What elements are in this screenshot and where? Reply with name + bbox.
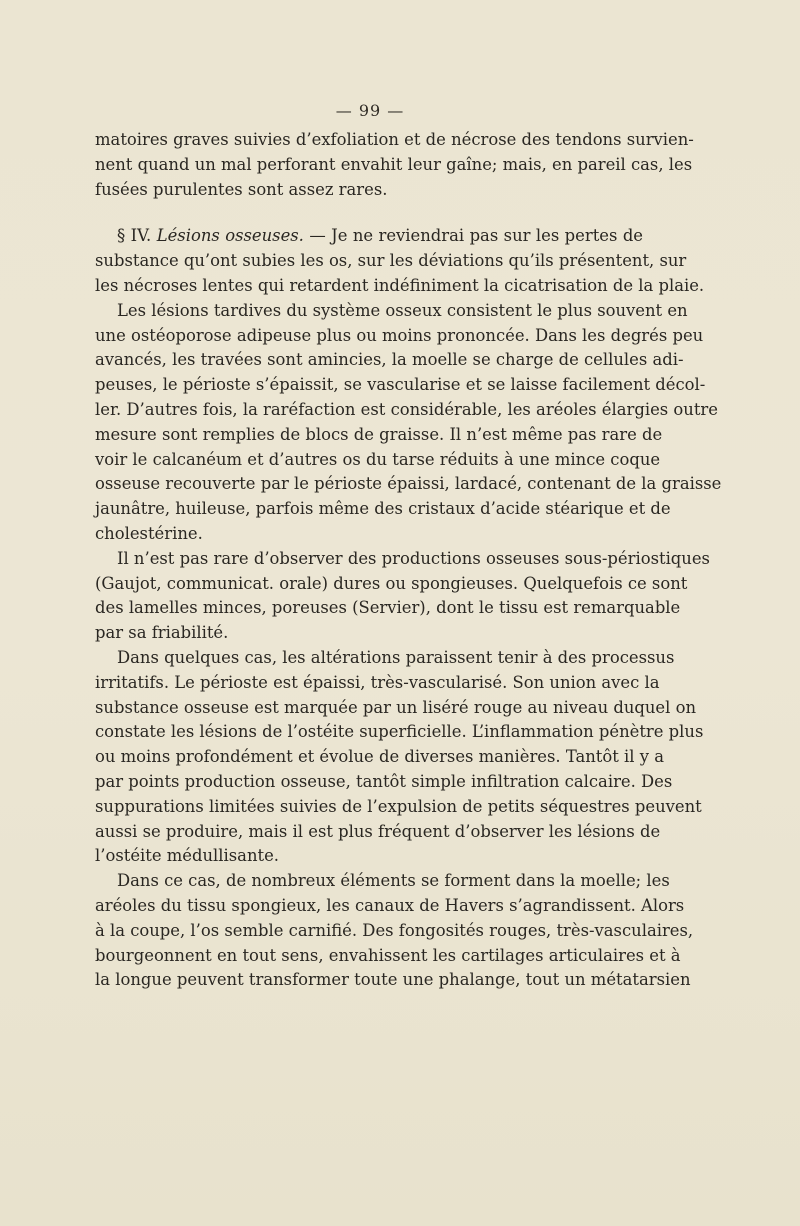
text-line: suppurations limitées suivies de l’expulsion de petits séquestres peuvent <box>95 796 702 816</box>
text-line: fusées purulentes sont assez rares. <box>95 179 388 199</box>
text-line: peuses, le périoste s’épaissit, se vascularise et se laisse facilement décol- <box>95 375 706 395</box>
text-line: Dans quelques cas, les altérations paraissent tenir à des processus <box>117 647 675 667</box>
text-line: ou moins profondément et évolue de diverses manières. Tantôt il y a <box>95 747 664 767</box>
paragraph <box>95 646 704 869</box>
text-line: aréoles du tissu spongieux, les canaux de Havers s’agrandissent. Alors <box>95 895 685 915</box>
text-line: avancés, les travées sont amincies, la moelle se charge de cellules adi- <box>95 350 684 370</box>
text-line: constate les lésions de l’ostéite superficielle. L’inflammation pénètre plus <box>95 722 704 742</box>
text-line: (Gaujot, communicat. orale) dures ou spongieuses. Quelquefois ce sont <box>95 573 688 593</box>
text-line: substance osseuse est marquée par un liséré rouge au niveau duquel on <box>95 697 697 717</box>
text-line: les nécroses lentes qui retardent indéfiniment la cicatrisation de la plaie. <box>95 275 705 295</box>
section-title: Lésions osseuses. <box>156 226 304 246</box>
text-line: des lamelles minces, poreuses (Servier), dont le tissu est remarquable <box>95 598 681 618</box>
text-line: par sa friabilité. <box>95 623 229 643</box>
text-line: l’ostéite médullisante. <box>95 846 280 866</box>
page-number: — 99 — <box>335 101 405 120</box>
text-line: bourgeonnent en tout sens, envahissent les cartilages articulaires et à <box>95 945 681 965</box>
section-heading-line <box>95 224 643 249</box>
text-line: irritatifs. Le périoste est épaissi, très-vascularisé. Son union avec la <box>95 672 660 692</box>
section-mark: § IV. <box>117 226 152 246</box>
paragraph-gap <box>95 202 643 224</box>
text-line: aussi se produire, mais il est plus fréquent d’observer les lésions de <box>95 821 661 841</box>
text-line: à la coupe, l’os semble carnifié. Des fongosités rouges, très-vasculaires, <box>95 920 694 940</box>
text-line: Les lésions tardives du système osseux consistent le plus souvent en <box>117 300 688 320</box>
section-paragraph <box>95 224 705 298</box>
text-line: Il n’est pas rare d’observer des productions osseuses sous-périostiques <box>117 548 710 568</box>
text-line: une ostéoporose adipeuse plus ou moins prononcée. Dans les degrés peu <box>95 325 704 345</box>
body-text <box>95 128 722 993</box>
text-line: nent quand un mal perforant envahit leur gaîne; mais, en pareil cas, les <box>95 154 693 174</box>
text-line: osseuse recouverte par le périoste épaissi, lardacé, contenant de la graisse <box>95 474 722 494</box>
text-line: par points production osseuse, tantôt simple infiltration calcaire. Des <box>95 771 673 791</box>
paragraph <box>95 128 694 202</box>
text-line: jaunâtre, huileuse, parfois même des cristaux d’acide stéarique et de <box>95 499 671 519</box>
text-line: cholestérine. <box>95 523 203 543</box>
paragraph <box>95 299 722 547</box>
section-first-line-rest: — Je ne reviendrai pas sur les pertes de <box>303 226 644 246</box>
paragraph <box>95 547 710 646</box>
text-line: ler. D’autres fois, la raréfaction est considérable, les aréoles élargies outre <box>95 399 718 419</box>
text-line: matoires graves suivies d’exfoliation et de nécrose des tendons survien- <box>95 130 694 149</box>
text-line: voir le calcanéum et d’autres os du tarse réduits à une mince coque <box>95 449 661 469</box>
text-line: la longue peuvent transformer toute une phalange, tout un métatarsien <box>95 970 691 990</box>
text-line: substance qu’ont subies les os, sur les déviations qu’ils présentent, sur <box>95 251 687 271</box>
text-line: mesure sont remplies de blocs de graisse. Il n’est même pas rare de <box>95 424 663 444</box>
paragraph <box>95 869 694 993</box>
text-line: Dans ce cas, de nombreux éléments se forment dans la moelle; les <box>117 871 670 891</box>
